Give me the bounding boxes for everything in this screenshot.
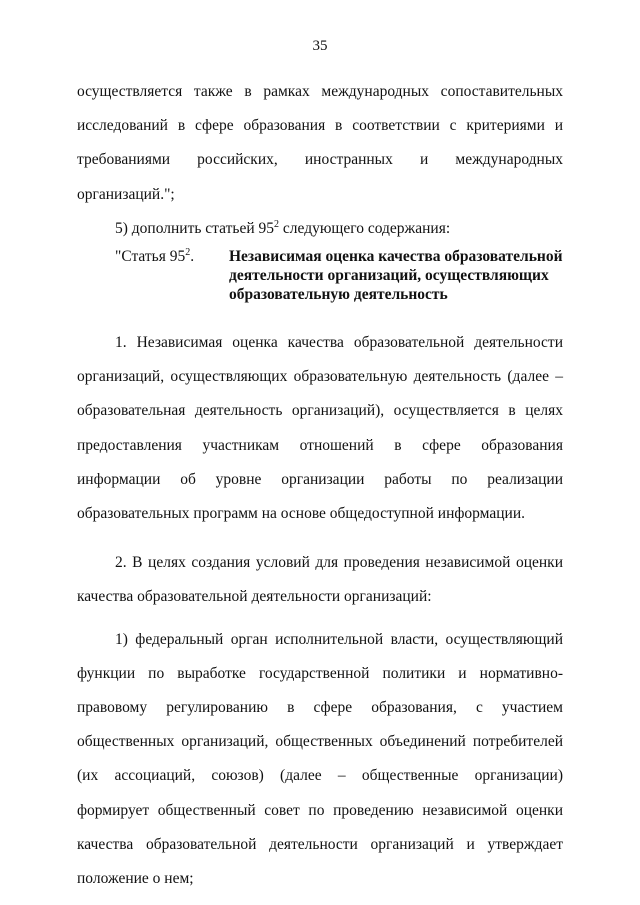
paragraph-clause-1: 1. Независимая оценка качества образовательной деятельности организаций, осуществляющих образовательную деятельность (далее – образовательная деятельность организаций), осуществляется в целях предоставления участникам отношений в сфере образования информации об уровне организации работы по реализации образовательных программ на основе общедоступной информации.	[77, 334, 563, 523]
article-label	[77, 247, 229, 304]
article-label-superscript: 2	[185, 247, 191, 259]
amendment-intro-text-end: следующего содержания:	[279, 219, 451, 237]
article-label-period: .	[190, 248, 195, 266]
paragraph-continuation: осуществляется также в рамках международных сопоставительных исследований в сфере образования в соответствии с критериями и требованиями российских, иностранных и международных организаций.";	[77, 83, 563, 203]
document-body	[77, 75, 563, 896]
amendment-intro-text: 5) дополнить статьей 95	[115, 219, 275, 237]
page-number: 35	[312, 38, 328, 54]
paragraph-subclause-1: 1) федеральный орган исполнительной власти, осуществляющий функции по выработке государственной политики и нормативно-правовому регулированию в сфере образования, с участием общественных организаций, общественных объединений потребителей (их ассоциаций, союзов) (далее – общественные организации) формирует общественный совет по проведению независимой оценки качества образовательной деятельности организаций и утверждает положение о нем;	[77, 630, 563, 888]
paragraph-amendment-intro	[77, 212, 563, 246]
article-heading	[77, 247, 563, 304]
article-number-superscript: 2	[274, 218, 280, 230]
article-title: Независимая оценка качества образовательной деятельности организаций, осуществляющих образовательную деятельность	[229, 248, 563, 304]
article-label-text: "Статья 95	[115, 248, 186, 266]
paragraph-clause-2: 2. В целях создания условий для проведения независимой оценки качества образовательной деятельности организаций:	[77, 554, 563, 606]
